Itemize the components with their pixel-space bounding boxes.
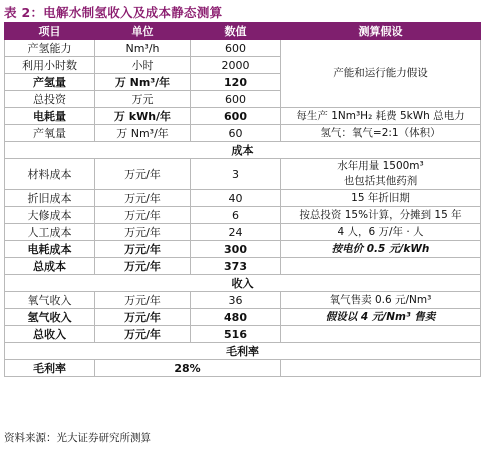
row-assumption: 氢气：氧气=2:1（体积） <box>281 125 481 142</box>
table-title: 表 2：电解水制氢收入及成本静态测算 <box>4 5 223 20</box>
header-unit: 单位 <box>95 23 191 40</box>
row-unit: 万元/年 <box>95 241 191 258</box>
row-item: 利用小时数 <box>5 57 95 74</box>
row-assumption: 按总投资 15%计算，分摊到 15 年 <box>281 207 481 224</box>
row-value: 480 <box>191 309 281 326</box>
row-unit: 万元/年 <box>95 207 191 224</box>
row-assumption: 4 人，6 万/年 · 人 <box>281 224 481 241</box>
row-item: 总成本 <box>5 258 95 275</box>
row-item: 产氧量 <box>5 125 95 142</box>
row-unit: 万 kWh/年 <box>95 108 191 125</box>
row-unit: 万元/年 <box>95 258 191 275</box>
section-title: 毛利率 <box>5 343 481 360</box>
row-unit: 万元 <box>95 91 191 108</box>
row-item: 总投资 <box>5 91 95 108</box>
row-value: 300 <box>191 241 281 258</box>
section-header-cost <box>5 142 481 159</box>
row-unit: 万元/年 <box>95 326 191 343</box>
row-unit: 万元/年 <box>95 190 191 207</box>
table-row <box>5 241 481 258</box>
row-assumption: 假设以 4 元/Nm³ 售卖 <box>281 309 481 326</box>
header-item: 项目 <box>5 23 95 40</box>
row-unit: 万元/年 <box>95 159 191 190</box>
section-title: 收入 <box>5 275 481 292</box>
table-row <box>5 207 481 224</box>
row-unit: 万 Nm³/年 <box>95 74 191 91</box>
table-row <box>5 108 481 125</box>
header-value: 数值 <box>191 23 281 40</box>
section-header-income <box>5 275 481 292</box>
row-assumption: 按电价 0.5 元/kWh <box>281 241 481 258</box>
cost-estimate-table <box>4 22 481 377</box>
row-value: 36 <box>191 292 281 309</box>
row-assumption: 15 年折旧期 <box>281 190 481 207</box>
row-value: 28% <box>95 360 281 377</box>
row-item: 大修成本 <box>5 207 95 224</box>
row-value: 600 <box>191 40 281 57</box>
source-note: 资料来源：光大证券研究所测算 <box>4 432 151 444</box>
row-unit: 小时 <box>95 57 191 74</box>
section-title: 成本 <box>5 142 481 159</box>
row-value: 373 <box>191 258 281 275</box>
row-assumption <box>281 326 481 343</box>
row-assumption: 氧气售卖 0.6 元/Nm³ <box>281 292 481 309</box>
row-value: 2000 <box>191 57 281 74</box>
row-unit: 万 Nm³/年 <box>95 125 191 142</box>
row-assumption <box>281 360 481 377</box>
row-assumption: 产能和运行能力假设 <box>281 40 481 108</box>
row-value: 600 <box>191 108 281 125</box>
row-item: 氢气收入 <box>5 309 95 326</box>
row-assumption: 每生产 1Nm³H₂ 耗费 5kWh 总电力 <box>281 108 481 125</box>
table-row <box>5 159 481 190</box>
row-item: 电耗量 <box>5 108 95 125</box>
row-value: 120 <box>191 74 281 91</box>
row-item: 产氢量 <box>5 74 95 91</box>
table-row <box>5 224 481 241</box>
section-header-margin <box>5 343 481 360</box>
row-value: 60 <box>191 125 281 142</box>
header-assumption: 测算假设 <box>281 23 481 40</box>
row-item: 毛利率 <box>5 360 95 377</box>
row-item: 电耗成本 <box>5 241 95 258</box>
table-row <box>5 360 481 377</box>
row-item: 材料成本 <box>5 159 95 190</box>
assumption-line: 也包括其他药剂 <box>343 175 418 187</box>
row-unit: 万元/年 <box>95 309 191 326</box>
assumption-line: 水年用量 1500m³ <box>337 160 424 172</box>
table-row <box>5 292 481 309</box>
row-item: 折旧成本 <box>5 190 95 207</box>
table-row <box>5 258 481 275</box>
table-row <box>5 326 481 343</box>
row-assumption <box>281 258 481 275</box>
row-value: 24 <box>191 224 281 241</box>
row-value: 3 <box>191 159 281 190</box>
row-unit: 万元/年 <box>95 292 191 309</box>
table-row <box>5 190 481 207</box>
row-value: 40 <box>191 190 281 207</box>
row-item: 总收入 <box>5 326 95 343</box>
table-row <box>5 125 481 142</box>
row-value: 600 <box>191 91 281 108</box>
row-unit: 万元/年 <box>95 224 191 241</box>
row-value: 516 <box>191 326 281 343</box>
row-assumption <box>281 159 481 190</box>
row-item: 产氢能力 <box>5 40 95 57</box>
row-value: 6 <box>191 207 281 224</box>
row-unit: Nm³/h <box>95 40 191 57</box>
row-item: 人工成本 <box>5 224 95 241</box>
row-item: 氧气收入 <box>5 292 95 309</box>
header-row <box>5 23 481 40</box>
table-row <box>5 40 481 57</box>
table-row <box>5 309 481 326</box>
